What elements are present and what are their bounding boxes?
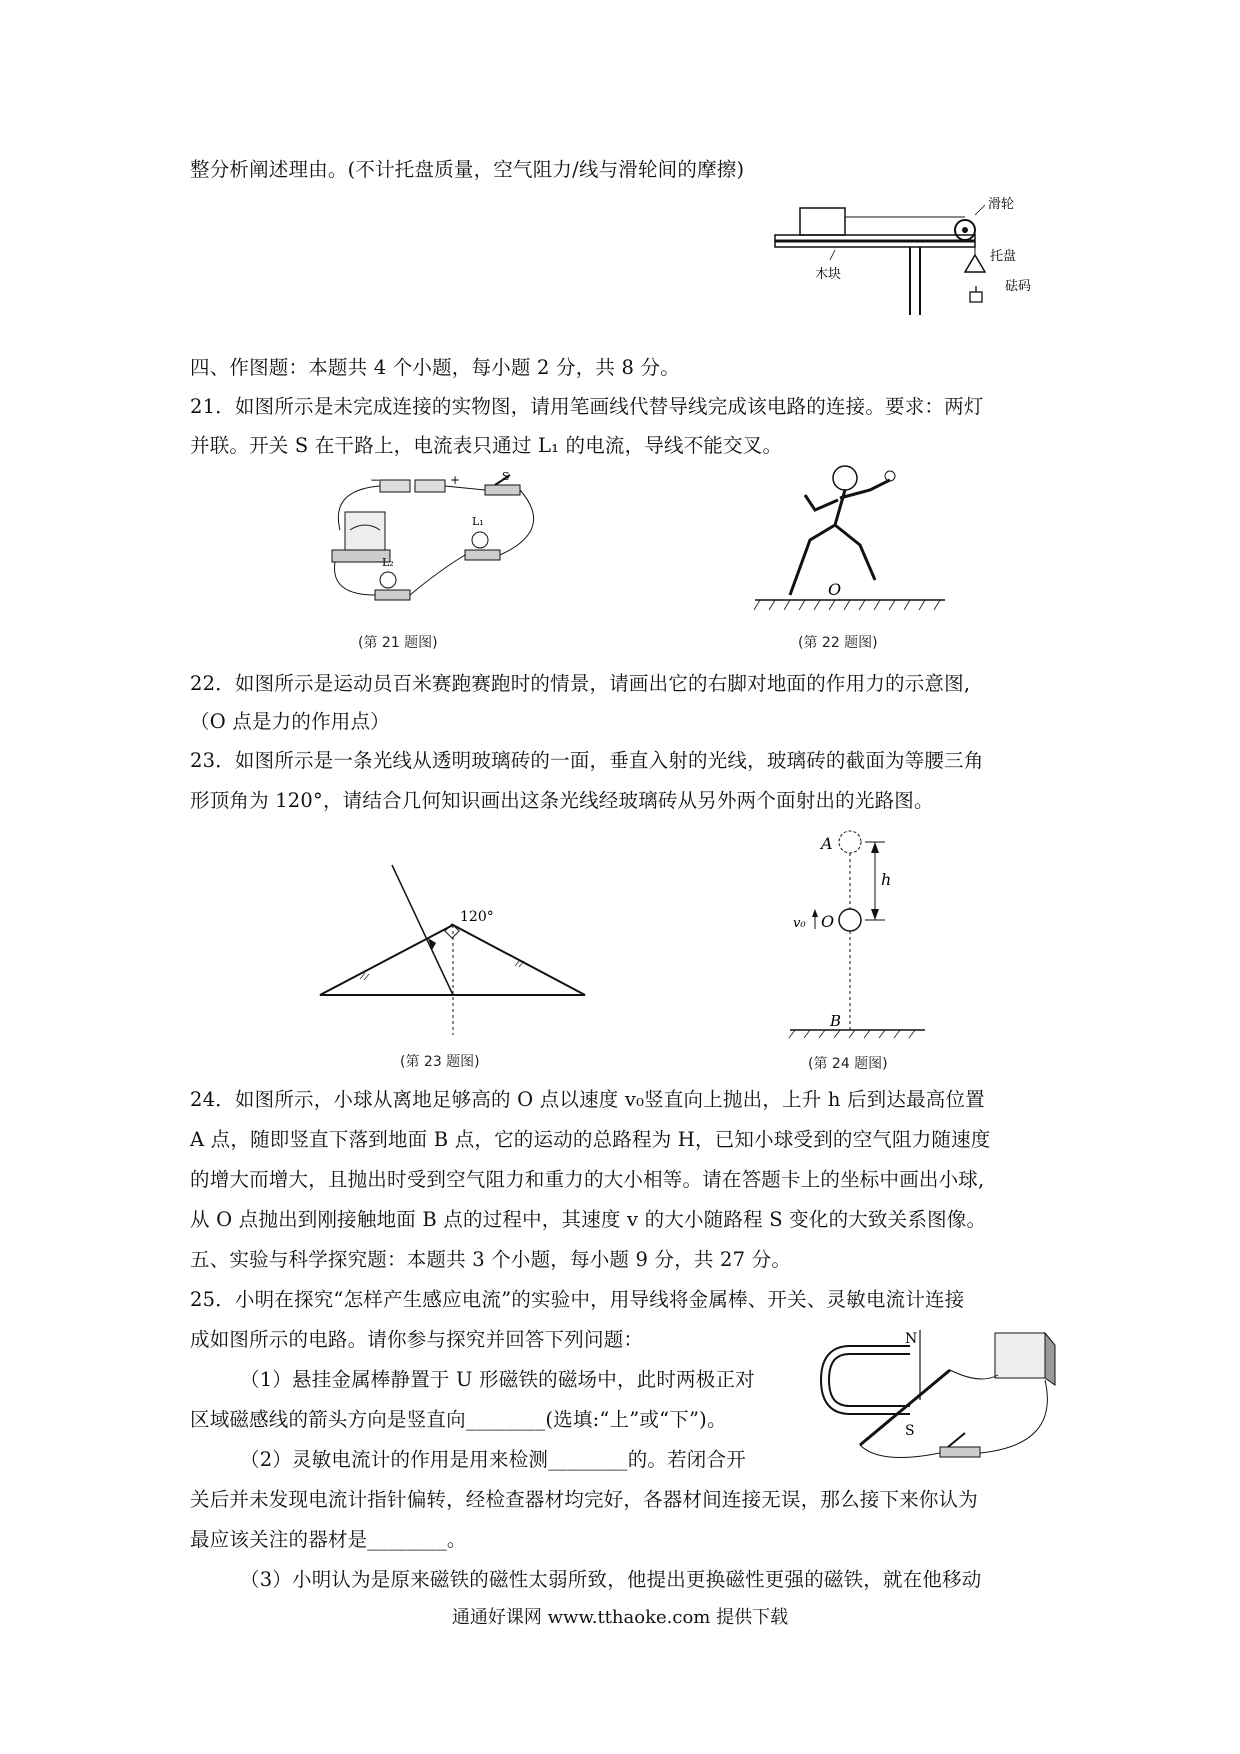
pulley-label: 滑轮 [988, 197, 1015, 212]
question-23: 23．如图所示是一条光线从透明玻璃砖的一面，垂直入射的光线，玻璃砖的截面为等腰三角 [190, 749, 984, 772]
text-line: 从 O 点抛出到刚接触地面 B 点的过程中，其速度 v 的大小随路程 S 变化的大致关系图像。 [190, 1208, 987, 1231]
l1-label: L₁ [472, 515, 484, 528]
minus-label: − [370, 473, 381, 487]
question-21: 21．如图所示是未完成连接的实物图，请用笔画线代替导线完成该电路的连接。要求：两灯 [190, 395, 984, 418]
b-label: B [830, 1012, 842, 1030]
text-line: 关后并未发现电流计指针偏转，经检查器材均完好，各器材间连接无误，那么接下来你认为 [190, 1488, 979, 1511]
sub-question: （3）小明认为是原来磁铁的磁性太弱所致，他提出更换磁性更强的磁铁，就在他移动 [240, 1568, 982, 1591]
figure-23-caption: (第 23 题图) [400, 1054, 480, 1070]
o-label: O [821, 912, 835, 931]
figure-24-caption: (第 24 题图) [808, 1056, 888, 1072]
section-heading: 四、作图题：本题共 4 个小题，每小题 2 分，共 8 分。 [190, 356, 680, 379]
text-line: 成如图所示的电路。请你参与探究并回答下列问题： [190, 1328, 644, 1351]
tray-label: 托盘 [990, 249, 1017, 264]
point-o-label: O [828, 580, 842, 599]
question-24: 24．如图所示，小球从离地足够高的 O 点以速度 v₀竖直向上抛出，上升 h 后到达最高位置 [190, 1088, 985, 1111]
sub-question: （2）灵敏电流计的作用是用来检测________的。若闭合开 [240, 1448, 746, 1471]
text-line: 的增大而增大，且抛出时受到空气阻力和重力的大小相等。请在答题卡上的坐标中画出小球, [190, 1168, 985, 1191]
magnet-circuit-figure [820, 1325, 1060, 1470]
footer-text: 通通好课网 www.tthaoke.com 提供下载 [451, 1607, 789, 1628]
v0-label: v₀ [793, 916, 806, 931]
s-pole-label: S [905, 1423, 915, 1439]
weight-label: 砝码 [1005, 279, 1032, 294]
a-label: A [821, 834, 833, 853]
prism-figure [310, 855, 600, 1035]
pulley-figure [760, 190, 1080, 330]
l2-label: L₂ [382, 556, 394, 569]
runner-figure [750, 460, 950, 615]
text-line: A 点，随即竖直下落到地面 B 点，它的运动的总路程为 H，已知小球受到的空气阻力随速度 [190, 1128, 991, 1151]
switch-label: S [502, 470, 510, 483]
text-line: 并联。开关 S 在干路上，电流表只通过 L₁ 的电流，导线不能交叉。 [190, 434, 783, 457]
block-label: 木块 [815, 267, 842, 282]
text-line: 整分析阐述理由。(不计托盘质量，空气阻力/线与滑轮间的摩擦) [190, 158, 745, 181]
text-line: 最应该关注的器材是________。 [190, 1528, 467, 1551]
circuit-figure [320, 470, 560, 620]
angle-label: 120° [460, 909, 494, 925]
figure-21-caption: (第 21 题图) [358, 635, 438, 651]
h-label: h [881, 870, 892, 889]
ball-figure [785, 825, 985, 1040]
question-22: 22．如图所示是运动员百米赛跑赛跑时的情景，请画出它的右脚对地面的作用力的示意图, [190, 672, 971, 695]
question-25: 25．小明在探究“怎样产生感应电流”的实验中，用导线将金属棒、开关、灵敏电流计连接 [190, 1288, 965, 1311]
text-line: 区域磁感线的箭头方向是竖直向________(选填:“上”或“下”)。 [190, 1408, 727, 1431]
sub-question: （1）悬挂金属棒静置于 U 形磁铁的磁场中，此时两极正对 [240, 1368, 755, 1391]
n-pole-label: N [905, 1331, 918, 1347]
section-heading: 五、实验与科学探究题：本题共 3 个小题，每小题 9 分，共 27 分。 [190, 1248, 792, 1271]
text-line: （O 点是力的作用点） [190, 710, 390, 733]
text-line: 形顶角为 120°，请结合几何知识画出这条光线经玻璃砖从另外两个面射出的光路图。 [190, 789, 934, 812]
figure-22-caption: (第 22 题图) [798, 635, 878, 651]
plus-label: + [450, 473, 461, 487]
